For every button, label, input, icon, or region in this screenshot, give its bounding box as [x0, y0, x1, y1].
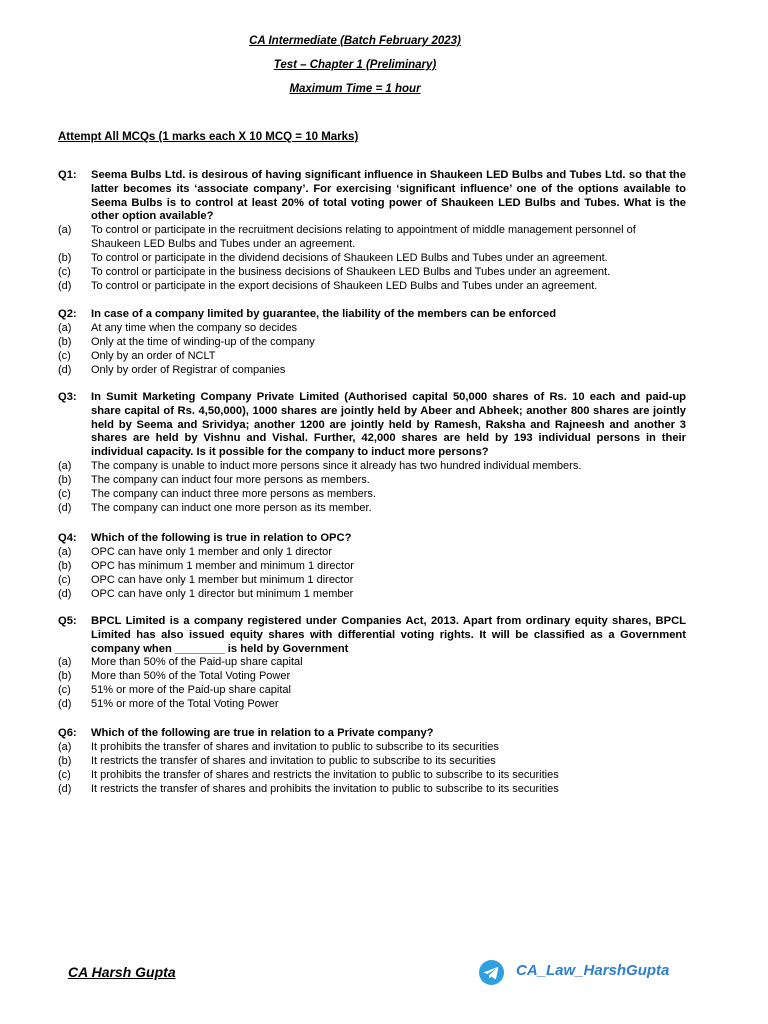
question-2 — [58, 308, 686, 377]
option-label: (a) — [58, 321, 72, 334]
question-1 — [58, 169, 686, 294]
option-c — [58, 266, 686, 280]
option-b — [58, 474, 686, 488]
telegram-handle[interactable]: CA_Law_HarshGupta — [516, 962, 670, 979]
option-label: (d) — [58, 587, 72, 600]
option-d — [58, 588, 686, 602]
option-label: (b) — [58, 473, 72, 486]
option-d — [58, 502, 686, 516]
option-c — [58, 574, 686, 588]
option-text: The company can induct one more person as its member. — [91, 501, 372, 514]
question-text: Which of the following are true in relation to a Private company? — [91, 727, 434, 739]
option-text: Only by an order of NCLT — [91, 349, 216, 362]
option-label: (c) — [58, 573, 71, 586]
option-label: (c) — [58, 768, 71, 781]
option-text: 51% or more of the Total Voting Power — [91, 698, 279, 711]
question-6 — [58, 727, 686, 796]
header-test-title: Test – Chapter 1 (Preliminary) — [273, 59, 437, 71]
question-3 — [58, 391, 686, 516]
question-text: Which of the following is true in relation to OPC? — [91, 532, 352, 544]
option-text: More than 50% of the Total Voting Power — [91, 670, 291, 683]
option-a — [58, 224, 686, 252]
option-text: The company is unable to induct more persons since it already has two hundred individual members. — [91, 459, 582, 472]
option-text: OPC can have only 1 director but minimum 1 member — [91, 587, 354, 600]
option-c — [58, 684, 686, 698]
option-label: (b) — [58, 559, 72, 572]
option-label: (a) — [58, 459, 72, 472]
option-label: (a) — [58, 740, 72, 753]
header-max-time: Maximum Time = 1 hour — [289, 83, 421, 95]
option-text: Only by order of Registrar of companies — [91, 363, 286, 376]
question-number: Q1: — [58, 169, 77, 181]
option-text: It restricts the transfer of shares and invitation to public to subscribe to its securities — [91, 754, 496, 767]
option-label: (c) — [58, 487, 71, 500]
option-label: (a) — [58, 224, 72, 237]
option-text: 51% or more of the Paid-up share capital — [91, 684, 291, 697]
option-a — [58, 460, 686, 474]
question-number: Q4: — [58, 532, 77, 544]
option-label: (c) — [58, 684, 71, 697]
option-a — [58, 656, 686, 670]
option-text: It prohibits the transfer of shares and restricts the invitation to public to subscribe to its securities — [91, 768, 559, 781]
option-c — [58, 488, 686, 502]
option-label: (b) — [58, 335, 72, 348]
option-text: To control or participate in the recruitment decisions relating to appointment of middle management personnel of Shaukeen LED Bulbs and Tubes under an agreement. — [91, 224, 636, 251]
option-a — [58, 546, 686, 560]
question-4 — [58, 532, 686, 601]
option-text: OPC can have only 1 member and only 1 director — [91, 545, 332, 558]
option-label: (d) — [58, 698, 72, 711]
question-number: Q2: — [58, 308, 77, 320]
option-text: At any time when the company so decides — [91, 321, 298, 334]
option-label: (c) — [58, 349, 71, 362]
telegram-icon[interactable] — [479, 960, 504, 985]
option-text: More than 50% of the Paid-up share capital — [91, 656, 303, 669]
option-b — [58, 560, 686, 574]
option-label: (b) — [58, 252, 72, 264]
footer-author: CA Harsh Gupta — [68, 964, 176, 980]
option-label: (d) — [58, 782, 72, 795]
option-label: (d) — [58, 363, 72, 376]
option-label: (c) — [58, 265, 71, 278]
option-label: (b) — [58, 754, 72, 767]
option-text: Only at the time of winding-up of the company — [91, 335, 315, 348]
instruction: Attempt All MCQs (1 marks each X 10 MCQ = 10 Marks) — [58, 131, 359, 143]
option-a — [58, 741, 686, 755]
option-a — [58, 322, 686, 336]
question-text: Seema Bulbs Ltd. is desirous of having significant influence in Shaukeen LED Bulbs and Tubes Ltd. so that the latter becomes its ‘associate company’. For exercising ‘significant influence’ one of the options available to Seema Bulbs is to control at least 20% of total voting power of Shaukeen LED Bulbs and Tubes. What is the other option available? — [91, 169, 686, 223]
option-b — [58, 336, 686, 350]
option-text: OPC can have only 1 member but minimum 1 director — [91, 573, 354, 586]
option-d — [58, 783, 686, 797]
option-d — [58, 280, 686, 294]
question-number: Q6: — [58, 727, 77, 739]
option-b — [58, 755, 686, 769]
option-b — [58, 670, 686, 684]
question-5 — [58, 615, 686, 712]
question-number: Q3: — [58, 391, 77, 403]
question-text: In Sumit Marketing Company Private Limited (Authorised capital 50,000 shares of Rs. 10 each and paid-up share capital of Rs. 4,50,000), 1000 shares are jointly held by Abeer and Abheek; another 800 shares are jointly held by Seema and Srividya; another 1200 are jointly held by Ramesh, Raksha and Rajneesh and another 3 shares are held by Vishnu and Vishal. Further, 42,000 shares are held by 193 individual persons in their individual capacity. Is it possible for the company to induct more persons? — [91, 391, 686, 459]
option-label: (d) — [58, 501, 72, 514]
option-label: (b) — [58, 670, 72, 683]
header-batch: CA Intermediate (Batch February 2023) — [249, 35, 461, 47]
question-text: In case of a company limited by guarantee, the liability of the members can be enforced — [91, 308, 557, 320]
option-text: To control or participate in the export decisions of Shaukeen LED Bulbs and Tubes under an agreement. — [91, 279, 598, 292]
option-d — [58, 698, 686, 712]
option-text: The company can induct three more persons as members. — [91, 487, 376, 500]
option-text: To control or participate in the dividend decisions of Shaukeen LED Bulbs and Tubes under an agreement. — [91, 252, 608, 264]
option-text: The company can induct four more persons as members. — [91, 473, 370, 486]
option-text: It restricts the transfer of shares and prohibits the invitation to public to subscribe to its securities — [91, 782, 559, 795]
option-b — [58, 252, 686, 266]
option-text: To control or participate in the business decisions of Shaukeen LED Bulbs and Tubes under an agreement. — [91, 265, 611, 278]
option-label: (a) — [58, 545, 72, 558]
option-c — [58, 769, 686, 783]
option-label: (a) — [58, 656, 72, 669]
option-c — [58, 350, 686, 364]
option-text: OPC has minimum 1 member and minimum 1 director — [91, 559, 354, 572]
option-label: (d) — [58, 279, 72, 292]
option-text: It prohibits the transfer of shares and invitation to public to subscribe to its securities — [91, 740, 499, 753]
question-text: BPCL Limited is a company registered under Companies Act, 2013. Apart from ordinary equity shares, BPCL Limited has also issued equity shares with differential voting rights. It will be classified as a Government company when ________ is held by Government — [91, 615, 686, 655]
option-d — [58, 364, 686, 378]
question-number: Q5: — [58, 615, 77, 627]
